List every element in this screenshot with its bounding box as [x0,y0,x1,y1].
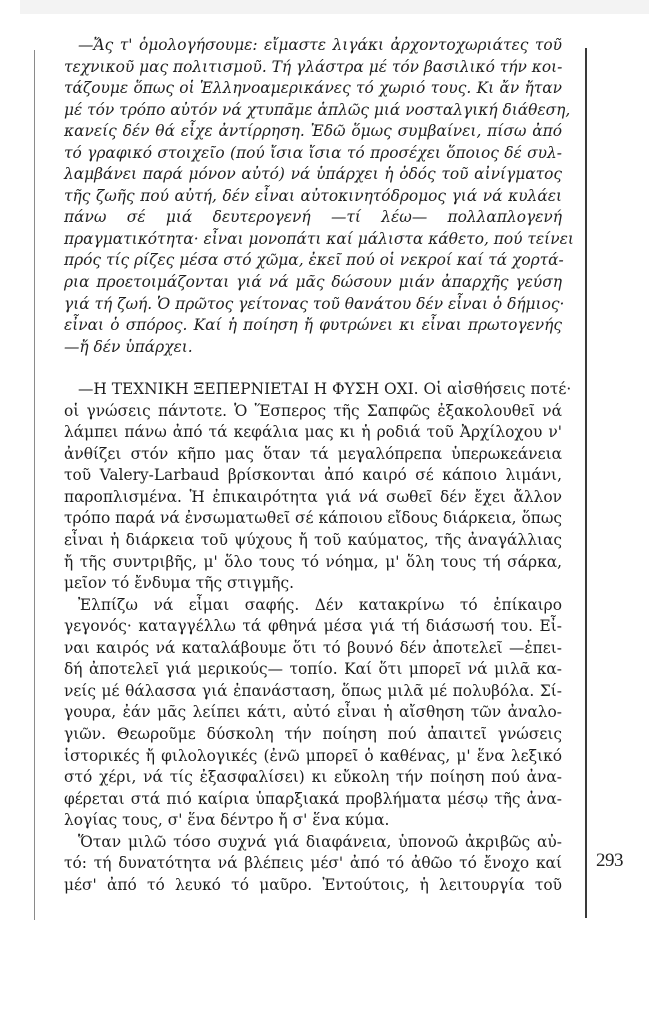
text-line: γεγονός· καταγγέλλω τά φθηνά μέσα γιά τή διάσωσή του. Εἶ- [64,617,562,636]
text-line: τάζουμε ὅπως οἱ Ἑλληνοαμερικάνες τό χωριό τους. Κι ἄν ἤταν [64,79,562,98]
text-line: κανείς δέν θά εἶχε ἀντίρρηση. Ἐδῶ ὅμως συμβαίνει, πίσω ἀπό [64,122,562,141]
text-line: εἶναι ὁ σπόρος. Καί ἡ ποίηση ἤ φυτρώνει κι εἶναι πρωτογενής [64,316,562,335]
text-line: φέρεται στά πιό καίρια ὑπαρξιακά προβλήματα μέσῳ τῆς ἀνα- [64,789,562,808]
text-line: —ἤ δέν ὑπάρχει. [64,337,193,356]
text-line: λαμβάνει παρά μόνον αὐτό) νά ὑπάρχει ἡ ὁδός τοῦ αἰνίγματος [64,165,562,184]
text-line: γουρα, ἐάν μᾶς λείπει κάτι, αὐτό εἶναι ἡ αἴσθηση τῶν ἀναλο- [64,703,562,722]
text-line: λάμπει πάνω ἀπό τά κεφάλια μας κι ἡ ροδιά τοῦ Ἀρχίλοχου ν' [64,423,562,442]
text-line: εἶναι ἡ διάρκεια τοῦ ψύχους ἤ τοῦ καύματος, τῆς ἀναγάλλιας [64,531,562,550]
paragraph-transparency [64,832,562,897]
text-line: ρια προετοιμάζονται γιά νά μᾶς δώσουν μιάν ἀπαρχῆς γεύση [64,273,562,292]
text-line: ἱστορικές ἤ φιλολογικές (ἐνῶ μπορεῖ ὁ καθένας, μ' ἕνα λεξικό [64,746,562,765]
text-line: πάνω σέ μιά δευτερογενή —τί λέω— πολλαπλογενή [64,208,562,227]
text-line: τό γραφικό στοιχεῖο (πού ἴσια ἴσια τό προσέχει ὅποιος δέ συλ- [64,143,562,162]
text-line: γιῶν. Θεωροῦμε δύσκολη τήν ποίηση πού ἀπαιτεῖ γνώσεις [64,724,562,743]
page-top-shadow [20,0,649,14]
text-line: τῆς ζωῆς πού αὐτή, δέν εἶναι αὐτοκινητόδρομος γιά νά κυλάει [64,186,562,205]
text-line: ἀνθίζει στόν κῆπο μας ὅταν τά μεγαλόπρεπα ὑπερωκεάνεια [64,444,562,463]
paragraph-technique [64,379,572,594]
text-line: ναι καιρός νά καταλάβουμε ὅτι τό βουνό δέν ἀποτελεῖ —ἐπει- [64,638,562,657]
page-number: 293 [596,850,623,871]
text-line: τοῦ Valery-Larbaud βρίσκονται ἀπό καιρό σέ κάποιο λιμάνι, [64,466,562,485]
text-line: μέσ' ἀπό τό λευκό τό μαῦρο. Ἐντούτοις, ἡ λειτουργία τοῦ [64,875,562,894]
text-line: τεχνικοῦ μας πολιτισμοῦ. Τή γλάστρα μέ τόν βασιλικό τήν κοι- [64,57,563,76]
section-gap [64,358,562,379]
text-line: γιά τή ζωή. Ὁ πρῶτος γείτονας τοῦ θανάτου δέν εἶναι ὁ δήμιος· [64,294,565,313]
text-line: —Η ΤΕΧΝΙΚΗ ΞΕΠΕΡΝΙΕΤΑΙ Η ΦΥΣΗ ΟΧΙ. Οἱ αἰσθήσεις ποτέ· [78,380,572,399]
left-gutter-rule [34,50,35,920]
text-line: μέ τόν τρόπο αὐτόν νά χτυπᾶμε ἁπλῶς μιά νοσταλγική διάθεση, [64,100,571,119]
text-line: τό: τή δυνατότητα νά βλέπεις μέσ' ἀπό τό ἀθῶο τό ἔνοχο καί [64,854,562,873]
paragraph-clarity [64,595,562,832]
text-column [64,35,574,896]
text-line: —Ἄς τ' ὁμολογήσουμε: εἴμαστε λιγάκι ἀρχοντοχωριάτες τοῦ [78,36,562,54]
text-line: Ὅταν μιλῶ τόσο συχνά γιά διαφάνεια, ὑπονοῶ ἀκριβῶς αὐ- [78,832,562,851]
text-line: παροπλισμένα. Ἡ ἐπικαιρότητα γιά νά σωθεῖ δέν ἔχει ἄλλον [64,487,562,506]
text-line: Ἐλπίζω νά εἶμαι σαφής. Δέν κατακρίνω τό ἐπίκαιρο [78,595,562,614]
text-line: μεῖον τό ἔνδυμα τῆς στιγμῆς. [64,574,294,593]
text-line: πρός τίς ρίζες μέσα στό χῶμα, ἐκεῖ πού οἱ νεκροί καί τά χορτά- [64,251,564,270]
text-line: στό χέρι, νά τίς ἐξασφαλίσει) κι εὔκολη τήν ποίηση πού ἀνα- [64,768,562,787]
text-line: νείς μέ θάλασσα γιά ἐπανάσταση, ὅπως μιλᾶ μέ πολυβόλα. Σί- [64,681,562,700]
italic-paragraph [64,35,574,358]
text-line: δή ἀποτελεῖ γιά μερικούς— τοπίο. Καί ὅτι μπορεῖ νά μιλᾶ κα- [64,660,562,679]
right-margin-rule [585,48,587,918]
text-line: λογίας τους, σ' ἕνα δέντρο ἤ σ' ἕνα κύμα. [64,811,390,830]
roman-section [64,379,572,896]
text-line: ἤ τῆς συντριβῆς, μ' ὅλο τους τό νόημα, μ' ὅλη τους τή σάρκα, [64,552,562,571]
text-line: τρόπο παρά νά ἐνσωματωθεῖ σέ κάποιου εἴδους διάρκεια, ὅπως [64,509,562,528]
text-line: πραγματικότητα· εἶναι μονοπάτι καί μάλιστα κάθετο, πού τείνει [64,229,574,248]
text-line: οἱ γνώσεις πάντοτε. Ὁ Ἕσπερος τῆς Σαπφῶς ἐξακολουθεῖ νά [64,401,562,420]
